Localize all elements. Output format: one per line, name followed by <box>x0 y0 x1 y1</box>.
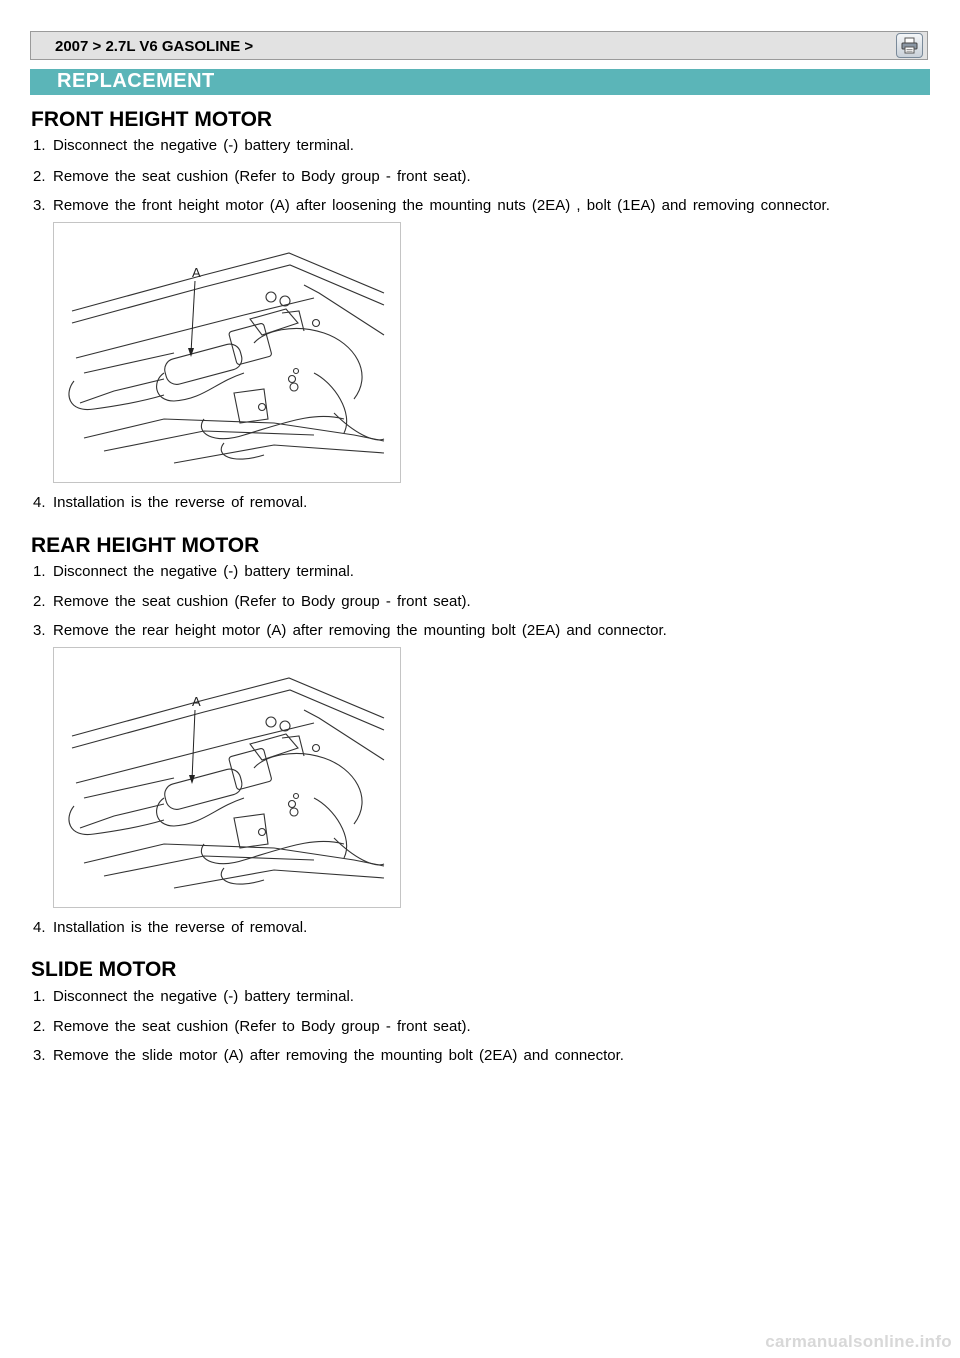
print-button[interactable] <box>896 33 923 58</box>
front-height-motor-heading: FRONT HEIGHT MOTOR <box>31 108 273 131</box>
rear-step-1: 1. Disconnect the negative (-) battery terminal. <box>33 563 354 580</box>
rear-step-3: 3. Remove the rear height motor (A) after removing the mounting bolt (2EA) and connector. <box>33 622 667 639</box>
front-step-3: 3. Remove the front height motor (A) after loosening the mounting nuts (2EA) , bolt (1EA) and removing connector. <box>33 197 830 214</box>
breadcrumb-bar <box>30 31 928 60</box>
figure-label-a: A <box>192 265 201 280</box>
printer-icon <box>901 37 918 54</box>
watermark-logo: carmanualsonline.info <box>765 1332 952 1351</box>
rear-height-motor-figure <box>53 647 401 908</box>
rear-step-2: 2. Remove the seat cushion (Refer to Body group - front seat). <box>33 593 471 610</box>
figure-label-a: A <box>192 694 201 709</box>
seat-frame-diagram <box>54 648 400 907</box>
breadcrumb: 2007 > 2.7L V6 GASOLINE > <box>55 38 254 55</box>
rear-height-motor-heading: REAR HEIGHT MOTOR <box>31 534 260 557</box>
section-title: REPLACEMENT <box>57 70 215 92</box>
front-step-4: 4. Installation is the reverse of removal. <box>33 494 308 511</box>
slide-motor-heading: SLIDE MOTOR <box>31 958 177 981</box>
slide-step-2: 2. Remove the seat cushion (Refer to Body group - front seat). <box>33 1018 471 1035</box>
section-header <box>30 69 930 95</box>
front-height-motor-figure <box>53 222 401 483</box>
rear-step-4: 4. Installation is the reverse of removal. <box>33 919 308 936</box>
seat-frame-diagram <box>54 223 400 482</box>
front-step-1: 1. Disconnect the negative (-) battery terminal. <box>33 137 354 154</box>
slide-step-3: 3. Remove the slide motor (A) after removing the mounting bolt (2EA) and connector. <box>33 1047 624 1064</box>
front-step-2: 2. Remove the seat cushion (Refer to Body group - front seat). <box>33 168 471 185</box>
slide-step-1: 1. Disconnect the negative (-) battery terminal. <box>33 988 354 1005</box>
